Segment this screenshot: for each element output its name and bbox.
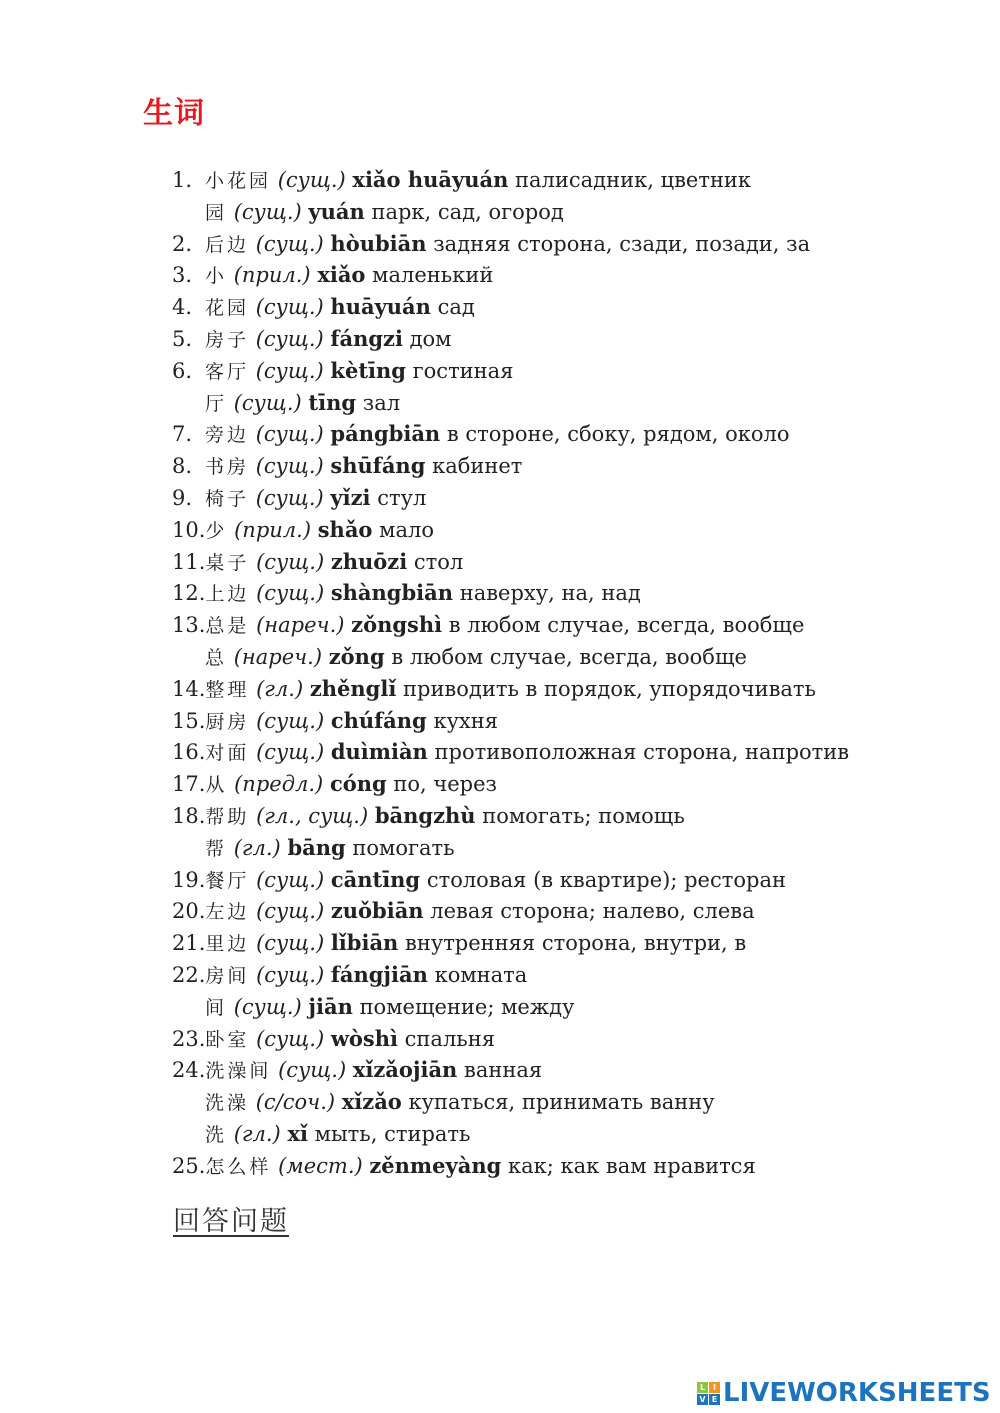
entry-pinyin: xǐ [287,1120,308,1146]
entry-number: 17. [172,772,206,797]
entry-part-of-speech: (сущ.) [233,390,302,415]
entry-hanzi: 洗澡间 [205,1060,272,1083]
entry-meaning: мало [379,517,434,542]
entry-meaning: палисадник, цветник [515,168,752,192]
vocab-entry [172,418,972,450]
entry-meaning: парк, сад, огород [371,199,564,224]
entry-pinyin: huāyuán [330,294,431,320]
vocab-list [172,164,972,1182]
entry-hanzi: 书房 [205,456,250,479]
entry-meaning: по, через [393,772,498,797]
vocab-entry [172,673,972,705]
entry-hanzi: 旁边 [205,424,250,447]
entry-number: 19. [172,867,206,892]
entry-pinyin: shǎo [317,516,373,542]
entry-meaning: дом [409,326,452,351]
entry-part-of-speech: (сущ.) [256,931,325,956]
entry-pinyin: fángjiān [330,961,428,987]
entry-meaning: ванная [464,1058,543,1083]
entry-hanzi: 小花园 [205,170,272,192]
entry-meaning: мыть, стирать [314,1121,471,1146]
entry-part-of-speech: (гл.) [233,835,281,860]
entry-hanzi: 左边 [205,901,250,924]
entry-meaning: внутренняя сторона, внутри, в [405,931,747,956]
entry-meaning: спальня [404,1026,495,1051]
entry-pinyin: pángbiān [330,421,441,447]
entry-meaning: гостиная [412,358,514,383]
entry-number: 5. [172,326,193,351]
entry-part-of-speech: (сущ.) [277,168,346,192]
entry-pinyin: yuán [308,198,365,224]
logo-text: LIVEWORKSHEETS [723,1378,991,1408]
entry-part-of-speech: (нареч.) [256,613,345,638]
entry-hanzi: 餐厅 [205,869,250,892]
entry-part-of-speech: (сущ.) [255,295,324,320]
entry-pinyin: bāngzhù [374,802,476,828]
entry-hanzi: 帮 [205,837,228,860]
entry-hanzi: 小 [205,265,228,288]
entry-hanzi: 整理 [205,678,250,701]
entry-number: 7. [172,422,193,447]
entry-meaning: купаться, принимать ванну [408,1090,715,1115]
entry-pinyin: tīng [308,389,357,415]
vocab-entry [172,864,972,896]
entry-hanzi: 洗 [205,1123,228,1146]
entry-pinyin: bāng [287,834,346,860]
vocab-entry [172,196,972,228]
entry-meaning: в стороне, сбоку, рядом, около [446,422,790,447]
logo-mark-letter: I [709,1382,720,1393]
entry-pinyin: shūfáng [330,453,426,479]
entry-pinyin: hòubiān [330,230,427,256]
entry-pinyin: kètīng [330,357,406,383]
entry-pinyin: zhuōzi [330,548,408,574]
vocab-entry [172,991,972,1023]
entry-part-of-speech: (прил.) [234,517,312,542]
vocab-entry [172,927,972,959]
entry-part-of-speech: (сущ.) [256,549,325,574]
entry-pinyin: xǐzǎo [341,1089,402,1115]
entry-pinyin: duìmiàn [330,739,428,765]
entry-part-of-speech: (сущ.) [255,422,324,447]
entry-hanzi: 对面 [205,742,250,765]
entry-pinyin: zǒngshì [351,612,443,638]
entry-part-of-speech: (с/соч.) [255,1090,336,1115]
vocab-entry [172,1023,972,1055]
vocab-entry [172,768,972,800]
entry-number: 14. [172,676,206,701]
vocab-entry [172,577,972,609]
entry-pinyin: wòshì [330,1025,398,1051]
entry-part-of-speech: (сущ.) [256,581,325,606]
entry-number: 16. [172,740,206,765]
entry-pinyin: zěnmeyàng [369,1152,502,1178]
entry-number: 4. [172,295,193,320]
entry-hanzi: 客厅 [205,360,250,383]
vocab-entry [172,895,972,927]
logo-mark-icon [697,1382,720,1405]
entry-part-of-speech: (нареч.) [233,644,323,669]
entry-meaning: противоположная сторона, напротив [434,740,850,765]
vocab-entry [172,482,972,514]
entry-hanzi: 桌子 [205,551,250,574]
logo-mark-letter: V [697,1394,708,1405]
entry-number: 20. [172,899,206,924]
entry-hanzi: 洗澡 [205,1092,250,1115]
entry-meaning: задняя сторона, сзади, позади, за [433,231,811,256]
entry-hanzi: 总是 [205,615,250,638]
vocab-entry [172,387,972,419]
entry-number: 23. [172,1026,206,1051]
entry-number: 8. [172,454,193,479]
entry-number: 9. [172,485,193,510]
entry-part-of-speech: (сущ.) [256,962,325,987]
vocab-entry [172,228,972,260]
entry-meaning: левая сторона; налево, слева [430,899,755,924]
entry-pinyin: zuǒbiān [330,898,424,924]
entry-meaning: помещение; между [359,994,575,1019]
entry-pinyin: cóng [329,771,387,797]
entry-hanzi: 卧室 [205,1028,250,1051]
entry-number: 25. [172,1153,206,1178]
entry-hanzi: 总 [205,646,228,669]
entry-meaning: в любом случае, всегда, вообще [448,613,805,638]
entry-part-of-speech: (мест.) [278,1153,363,1178]
entry-part-of-speech: (гл.) [256,676,304,701]
vocab-entry [172,1054,972,1086]
vocab-entry [172,705,972,737]
entry-number: 6. [172,358,193,383]
entry-meaning: кухня [433,708,499,733]
entry-number: 18. [172,803,206,828]
entry-part-of-speech: (сущ.) [256,867,325,892]
vocab-entry [172,291,972,323]
vocab-entry [172,1150,972,1182]
entry-pinyin: lǐbiān [330,930,399,956]
vocab-entry [172,259,972,291]
entry-part-of-speech: (сущ.) [256,1026,325,1051]
entry-hanzi: 园 [205,201,228,224]
vocab-entry [172,164,972,196]
entry-part-of-speech: (сущ.) [255,358,324,383]
entry-meaning: сад [437,295,475,320]
vocab-entry [172,609,972,641]
entry-meaning: помогать [352,835,455,860]
vocab-entry [172,1118,972,1150]
vocab-entry [172,355,972,387]
entry-hanzi: 厨房 [205,710,250,733]
entry-hanzi: 房子 [205,328,250,351]
entry-pinyin: xiǎo huāyuán [352,167,509,192]
logo-mark-letter: L [697,1382,708,1393]
answer-questions-link[interactable]: 回答问题 [173,1206,289,1237]
entry-part-of-speech: (сущ.) [255,231,324,256]
entry-number: 22. [172,962,206,987]
vocab-entry [172,323,972,355]
entry-meaning: приводить в порядок, упорядочивать [403,676,816,701]
entry-meaning: стол [413,549,464,574]
entry-meaning: помогать; помощь [482,803,685,828]
entry-pinyin: zǒng [328,643,385,669]
entry-hanzi: 厅 [205,392,228,415]
entry-part-of-speech: (сущ.) [256,899,325,924]
vocab-entry [172,450,972,482]
entry-pinyin: jiān [308,993,353,1019]
vocab-entry [172,546,972,578]
entry-hanzi: 花园 [205,297,250,320]
entry-part-of-speech: (сущ.) [233,199,302,224]
entry-part-of-speech: (прил.) [233,263,311,288]
entry-part-of-speech: (гл., сущ.) [256,803,369,828]
entry-part-of-speech: (сущ.) [233,994,302,1019]
vocab-entry [172,832,972,864]
entry-number: 2. [172,231,193,256]
vocab-entry [172,736,972,768]
entry-meaning: зал [362,390,401,415]
vocab-entry [172,514,972,546]
entry-part-of-speech: (гл.) [233,1121,281,1146]
entry-hanzi: 椅子 [205,487,250,510]
entry-part-of-speech: (сущ.) [278,1058,347,1083]
entry-meaning: кабинет [432,454,523,479]
page-title: 生词 [143,96,205,131]
entry-number: 15. [172,708,206,733]
entry-hanzi: 从 [205,774,228,797]
entry-meaning: маленький [372,263,494,288]
entry-meaning: столовая (в квартире); ресторан [426,867,786,892]
entry-pinyin: yǐzi [330,484,371,510]
entry-part-of-speech: (сущ.) [255,485,324,510]
entry-hanzi: 上边 [205,583,250,606]
entry-hanzi: 少 [205,519,228,542]
entry-hanzi: 帮助 [205,805,250,828]
entry-meaning: в любом случае, всегда, вообще [391,644,747,669]
entry-part-of-speech: (сущ.) [255,454,324,479]
entry-hanzi: 后边 [205,233,250,256]
liveworksheets-logo[interactable] [697,1378,991,1408]
entry-number: 12. [172,581,206,606]
entry-meaning: наверху, на, над [459,581,641,606]
entry-number: 24. [172,1058,206,1083]
logo-mark-letter: E [709,1394,720,1405]
entry-pinyin: shàngbiān [330,580,454,606]
entry-meaning: как; как вам нравится [507,1153,756,1178]
entry-number: 21. [172,931,206,956]
entry-pinyin: cāntīng [330,866,421,892]
entry-meaning: комната [434,962,528,987]
entry-pinyin: fángzi [330,325,403,351]
vocab-entry [172,800,972,832]
entry-number: 10. [172,517,206,542]
entry-pinyin: zhěnglǐ [309,675,397,701]
entry-number: 1. [172,168,193,192]
entry-pinyin: chúfáng [330,707,427,733]
entry-part-of-speech: (сущ.) [256,708,325,733]
entry-part-of-speech: (предл.) [234,772,324,797]
entry-pinyin: xǐzǎojiān [352,1057,458,1083]
entry-hanzi: 间 [205,996,228,1019]
entry-part-of-speech: (сущ.) [255,326,324,351]
entry-pinyin: xiǎo [317,262,366,288]
entry-meaning: стул [377,485,427,510]
entry-part-of-speech: (сущ.) [256,740,325,765]
entry-hanzi: 里边 [205,933,250,956]
entry-hanzi: 怎么样 [205,1155,272,1178]
vocab-entry [172,959,972,991]
vocab-entry [172,1086,972,1118]
entry-number: 13. [172,613,206,638]
entry-number: 3. [172,263,193,288]
vocab-entry [172,641,972,673]
entry-hanzi: 房间 [205,964,250,987]
entry-number: 11. [172,549,206,574]
